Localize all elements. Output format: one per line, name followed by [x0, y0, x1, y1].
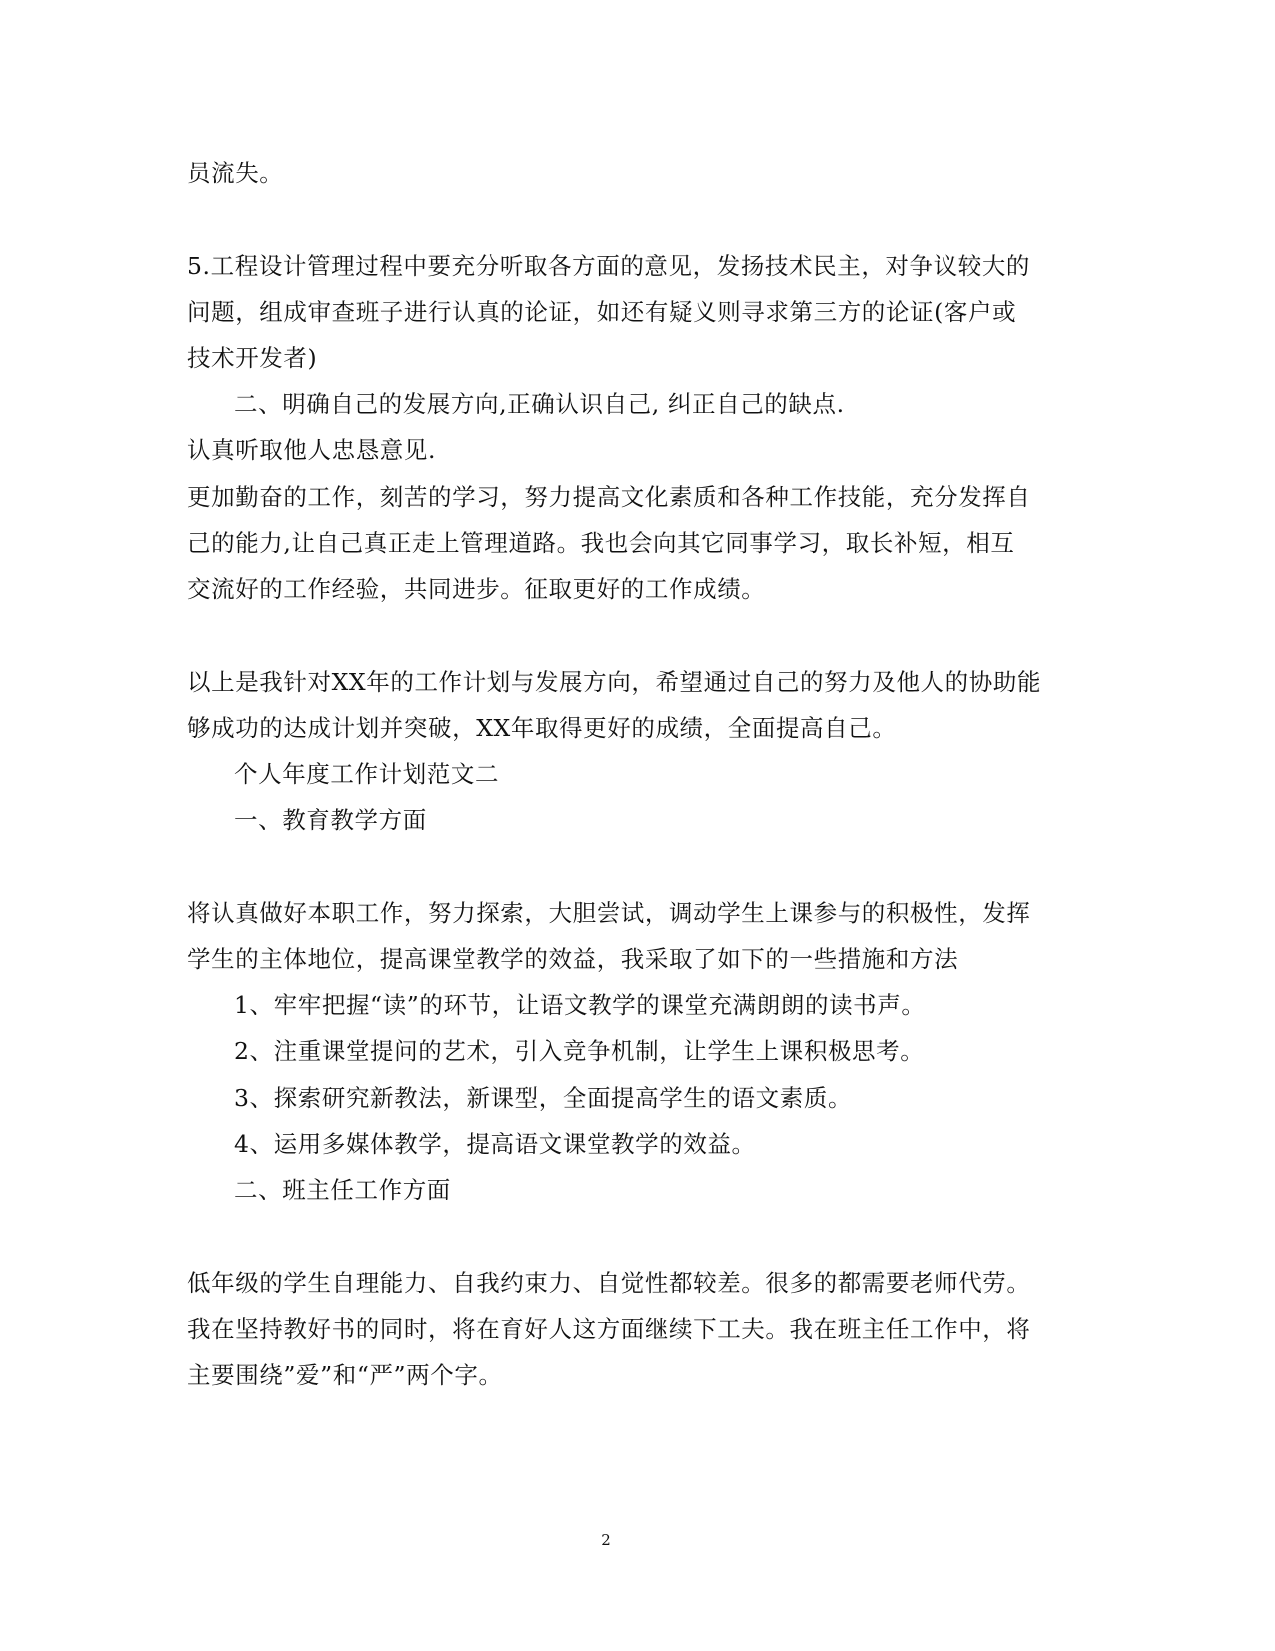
section-heading: 一、教育教学方面	[234, 806, 427, 834]
text-line: 以上是我针对XX年的工作计划与发展方向，希望通过自己的努力及他人的协助能	[187, 668, 1042, 696]
page-number: 2	[601, 1531, 611, 1549]
section-heading: 二、明确自己的发展方向,正确认识自己, 纠正自己的缺点.	[234, 390, 845, 418]
text-line: 员流失。	[187, 159, 284, 187]
text-line: 交流好的工作经验，共同进步。征取更好的工作成绩。	[187, 575, 766, 603]
text-line: 认真听取他人忠恳意见.	[187, 436, 437, 464]
text-line: 己的能力,让自己真正走上管理道路。我也会向其它同事学习，取长补短，相互	[187, 529, 1015, 557]
text-line: 主要围绕”爱”和“严”两个字。	[187, 1361, 503, 1389]
text-line: 够成功的达成计划并突破，XX年取得更好的成绩，全面提高自己。	[187, 714, 897, 742]
list-item: 2、注重课堂提问的艺术，引入竞争机制，让学生上课积极思考。	[234, 1037, 925, 1065]
text-line: 5.工程设计管理过程中要充分听取各方面的意见，发扬技术民主，对争议较大的	[187, 252, 1031, 280]
text-line: 问题，组成审查班子进行认真的论证，如还有疑义则寻求第三方的论证(客户或	[187, 298, 1017, 326]
list-item: 1、牢牢把握“读”的环节，让语文教学的课堂充满朗朗的读书声。	[234, 991, 926, 1019]
text-line: 我在坚持教好书的同时，将在育好人这方面继续下工夫。我在班主任工作中，将	[187, 1315, 1031, 1343]
list-item: 3、探索研究新教法，新课型，全面提高学生的语文素质。	[234, 1084, 853, 1112]
text-line: 将认真做好本职工作，努力探索，大胆尝试，调动学生上课参与的积极性，发挥	[187, 899, 1031, 927]
text-line: 学生的主体地位，提高课堂教学的效益，我采取了如下的一些措施和方法	[187, 945, 959, 973]
section-heading: 二、班主任工作方面	[234, 1176, 451, 1204]
text-line: 低年级的学生自理能力、自我约束力、自觉性都较差。很多的都需要老师代劳。	[187, 1269, 1031, 1297]
section-title: 个人年度工作计划范文二	[234, 760, 500, 788]
text-line: 技术开发者)	[187, 344, 318, 372]
list-item: 4、运用多媒体教学，提高语文课堂教学的效益。	[234, 1130, 756, 1158]
text-line: 更加勤奋的工作，刻苦的学习，努力提高文化素质和各种工作技能，充分发挥自	[187, 483, 1031, 511]
